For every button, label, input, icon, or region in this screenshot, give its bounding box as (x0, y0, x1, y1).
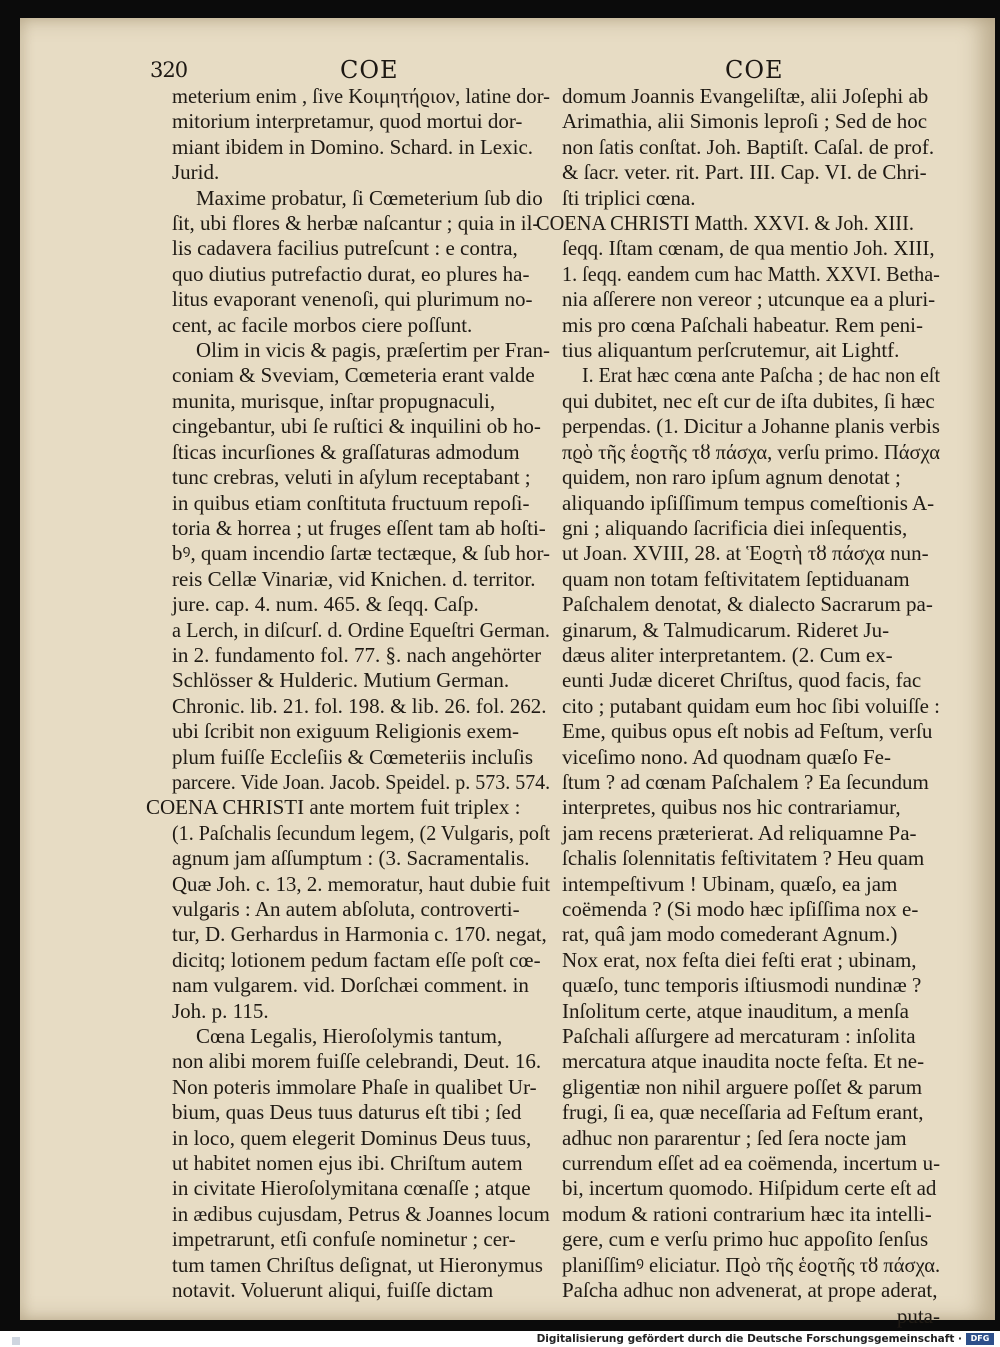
text-line: non ſatis conſtat. Joh. Baptiſt. Caſal. de prof. (562, 134, 935, 159)
text-line: Chronic. lib. 21. fol. 198. & lib. 26. fol. 262. (172, 693, 547, 718)
text-line: Paſchalem denotat, & dialecto Sacrarum pa- (562, 592, 933, 617)
text-line: domum Joannis Evangeliſtæ, alii Joſephi ab (562, 84, 929, 108)
text-line: miant ibidem in Domino. Schard. in Lexic. (172, 134, 534, 159)
dfg-logo: DFG (966, 1333, 994, 1345)
left-column (146, 84, 551, 1304)
text-line: gere, cum e verſu primo huc appoſito ſenſus (562, 1227, 929, 1252)
text-line: in quibus etiam conſtituta fructuum repoſi- (172, 490, 530, 515)
text-line: adhuc non pararentur ; ſed ſera nocte jam (562, 1125, 907, 1150)
text-line: quæſo, tunc temporis iſtiusmodi nundinæ ? (562, 973, 922, 998)
text-line: interpretes, quibus nos hic contrariamur, (562, 795, 901, 820)
text-line: nia aſſerere non vereor ; utcunque ea a pluri- (562, 287, 936, 312)
text-line: a Lerch, in diſcurſ. d. Ordine Equeſtri German. (172, 617, 550, 642)
text-line: modum & rationi contrarium hæc ita intelli- (562, 1201, 932, 1226)
page-number: 320 (150, 58, 188, 82)
text-line: ut habitet nomen ejus ibi. Chriſtum autem (172, 1151, 523, 1176)
text-line: jure. cap. 4. num. 465. & ſeqq. Caſp. (172, 592, 479, 617)
text-line: Cœna Legalis, Hieroſolymis tantum, (196, 1024, 503, 1049)
text-line: in ædibus cujusdam, Petrus & Joannes locum (172, 1201, 550, 1226)
text-line: tur, D. Gerhardus in Harmonia c. 170. negat, (172, 922, 547, 947)
text-line: quo diutius putrefactio durat, eo plures ha- (172, 261, 530, 286)
text-line: gni ; aliquando ſacrificia diei inſequentis, (562, 515, 908, 540)
text-line: qui dubitet, nec eſt cur de iſta dubites, ſi hæc (562, 388, 935, 413)
text-line: bi, incertum quomodo. Hiſpidum certe eſt ad (562, 1176, 937, 1201)
text-line: intempeſtivum ! Ubinam, quæſo, ea jam (562, 871, 898, 896)
text-line: meterium enim , ſive Κοιμητήϱιον, latine dor- (172, 84, 550, 108)
text-line: ſchalis ſolennitatis feſtivitatem ? Heu quam (562, 846, 925, 871)
text-line: ubi ſcribit non exiguum Religionis exem- (172, 719, 520, 744)
text-line: tius aliquantum perſcrutemur, ait Lightf. (562, 338, 900, 363)
right-column (536, 84, 941, 1329)
text-line: mitorium interpretamur, quod mortui dor- (172, 109, 523, 134)
text-line: notavit. Voluerunt aliqui, fuiſſe dictam (172, 1278, 494, 1303)
text-line: Jurid. (172, 160, 220, 185)
text-line: currendum eſſet ad ea coëmenda, incertum u- (562, 1151, 941, 1176)
text-line: tunc crebras, veluti in aſylum receptabant ; (172, 465, 531, 490)
text-line: Nox erat, nox feſta diei feſti erat ; ubinam, (562, 947, 917, 972)
text-line: Eme, quibus opus eſt nobis ad Feſtum, verſu (562, 719, 933, 744)
footer-bar (0, 1331, 1000, 1347)
text-line: bꝰ, quam incendio ſartæ tectæque, & ſub hor- (172, 541, 550, 566)
text-line: gligentiæ non nihil arguere poſſet & parum (562, 1074, 923, 1099)
text-line: cingebantur, ubi ſe ruſtici & inquilini ob ho- (172, 414, 541, 439)
text-line: Maxime probatur, ſi Cœmeterium ſub dio (196, 185, 543, 210)
text-line: in civitate Hieroſolymitana cœnaſſe ; atque (172, 1176, 531, 1201)
text-line: reis Cellæ Vinariæ, vid Knichen. d. territor. (172, 566, 536, 591)
text-line: Non poteris immolare Phaſe in qualibet Ur- (172, 1074, 537, 1099)
text-line: Inſolitum certe, atque inauditum, a menſa (562, 998, 909, 1023)
text-line: quidem, non raro ipſum agnum denotat ; (562, 465, 901, 490)
text-line: ſtum ? ad cœnam Paſchalem ? Ea ſecundum (562, 769, 929, 794)
text-line: cent, ac facile morbos ciere poſſunt. (172, 312, 473, 337)
text-line: ſticas incurſiones & graſſaturas admodum (172, 439, 520, 464)
text-line: mis pro cœna Paſchali habeatur. Rem peni- (562, 312, 923, 337)
text-line: ſti triplici cœna. (562, 185, 696, 210)
text-line: ginarum, & Talmudicarum. Rideret Ju- (562, 617, 890, 642)
text-line: quam non totam feſtivitatem ſeptiduanam (562, 566, 910, 591)
text-line: jam recens præterierat. Ad reliquamne Pa- (562, 820, 917, 845)
text-line: ut Joan. XVIII, 28. at Ἑοϱτὴ τȣ πάσχα nun- (562, 541, 929, 566)
text-line: impetrarunt, etſi confuſe nominetur ; cer- (172, 1227, 516, 1252)
text-line: lis cadavera facilius putreſcunt : e contra, (172, 236, 518, 261)
text-line: coëmenda ? (Si modo hæc ipſiſſima nox e- (562, 897, 919, 921)
text-line: Olim in vicis & pagis, præſertim per Fran- (196, 338, 551, 363)
text-line: coniam & Sveviam, Cœmeteria erant valde (172, 363, 535, 388)
text-line: nam vulgarem. vid. Dorſchæi comment. in (172, 973, 529, 998)
text-line: Paſcha adhuc non advenerat, at prope aderat, (562, 1278, 938, 1303)
text-line: bium, quas Deus tuus daturus eſt tibi ; ſed (172, 1100, 522, 1125)
text-line: I. Erat hæc cœna ante Paſcha ; de hac non eſt (582, 363, 941, 388)
running-head-right: COE (725, 56, 784, 84)
text-line: in 2. fundamento fol. 77. §. nach angehörter (172, 642, 542, 667)
text-line: non alibi morem fuiſſe celebrandi, Deut. 16. (172, 1049, 542, 1074)
text-line: perpendas. (1. Dicitur a Johanne planis verbis (562, 414, 940, 439)
text-line: cito ; putabant quidam eum hoc ſibi voluiſſe : (562, 693, 940, 718)
running-head-left: COE (340, 56, 399, 84)
text-line: planiſſimꝰ eliciatur. Πϱὸ τῆς ἑοϱτῆς τȣ πάσχα. (562, 1252, 941, 1277)
text-line: Arimathia, alii Simonis leproſi ; Sed de hoc (562, 109, 928, 134)
text-line: frugi, ſi ea, quæ neceſſaria ad Feſtum erant, (562, 1100, 924, 1125)
funding-notice: Digitalisierung gefördert durch die Deutsche Forschungsgemeinschaft · (536, 1333, 962, 1345)
text-line: ſit, ubi flores & herbæ naſcantur ; quia in il- (172, 211, 540, 236)
text-line: munita, murisque, inſtar propugnaculi, (172, 388, 496, 413)
text-line: Schlösser & Hulderic. Mutium German. (172, 668, 510, 693)
text-line: Quæ Joh. c. 13, 2. memoratur, haut dubie fuit (172, 871, 551, 896)
text-line: (1. Paſchalis ſecundum legem, (2 Vulgaris, poſt (172, 820, 551, 845)
text-line: in loco, quem elegerit Dominus Deus tuus, (172, 1125, 532, 1150)
corner-mark (12, 1337, 20, 1345)
text-line: litus evaporant venenoſi, qui plurimum no- (172, 287, 533, 312)
text-line: & ſacr. veter. rit. Part. III. Cap. VI. de Chri- (562, 160, 927, 185)
text-line: COENA CHRISTI ante mortem fuit triplex : (146, 795, 521, 820)
text-line: parcere. Vide Joan. Jacob. Speidel. p. 573. 574. (172, 769, 551, 794)
text-line: dicitq; lotionem pedum factam eſſe poſt cœ- (172, 947, 541, 972)
text-line: agnum jam aſſumptum : (3. Sacramentalis. (172, 846, 530, 871)
text-line: dæus aliter interpretantem. (2. Cum ex- (562, 642, 893, 667)
text-line: πϱὸ τῆς ἑοϱτῆς τȣ πάσχα, verſu primo. Πάσχα (562, 439, 941, 464)
text-line: eunti Judæ diceret Chriſtus, quod facis, fac (562, 668, 922, 693)
text-line: toria & horrea ; ut fruges eſſent tam ab hoſti- (172, 515, 546, 540)
text-line: Joh. p. 115. (172, 998, 269, 1023)
text-line: COENA CHRISTI Matth. XXVI. & Joh. XIII. (536, 211, 914, 236)
text-line: mercatura atque inaudita nocte feſta. Et ne- (562, 1049, 925, 1074)
text-line: vulgaris : An autem abſoluta, controverti- (172, 897, 520, 921)
text-line: plum fuiſſe Eccleſiis & Cœmeteriis incluſis (172, 744, 534, 769)
text-line: aliquando ipſiſſimum tempus comeſtionis A- (562, 490, 935, 515)
text-line: 1. ſeqq. eandem cum hac Matth. XXVI. Betha- (562, 261, 940, 286)
text-line: tum tamen Chriſtus deſignat, ut Hieronymus (172, 1252, 543, 1277)
catchword: puta- (896, 1303, 940, 1328)
text-line: viceſimo nono. Ad quodnam quæſo Fe- (562, 744, 891, 769)
text-line: ſeqq. Iſtam cœnam, de qua mentio Joh. XIII, (562, 236, 935, 261)
text-line: Paſchali aſſurgere ad mercaturam : inſolita (562, 1024, 916, 1049)
text-line: rat, quâ jam modo comederant Agnum.) (562, 922, 898, 947)
